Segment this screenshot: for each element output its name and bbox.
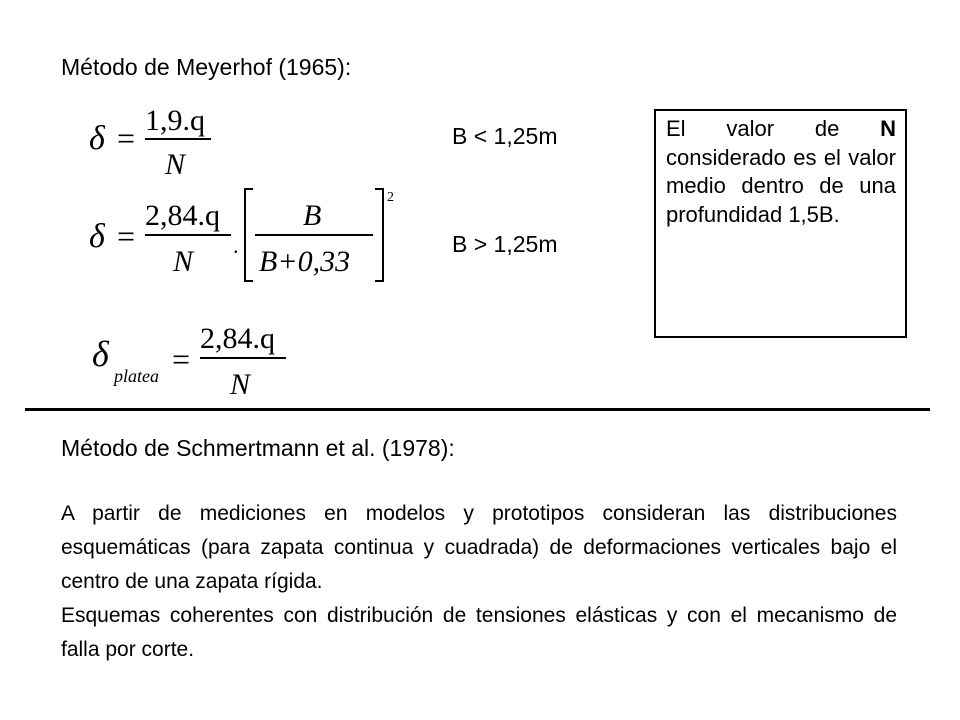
formula2-numerator: 2,84.q (145, 199, 220, 232)
formula1-lhs: δ (89, 120, 105, 157)
condition-small-b: B < 1,25m (452, 123, 558, 149)
formula2-exponent: 2 (387, 190, 394, 205)
formula3-subscript: platea (114, 366, 159, 386)
formula2-lhs: δ (89, 218, 105, 255)
formula-meyerhof-large-b (85, 185, 405, 285)
note-text-pre: El valor de (666, 116, 881, 141)
formula2-right-bracket (375, 189, 383, 281)
note-text-post: considerado es el valor medio dentro de una profundidad 1,5B. (666, 144, 896, 227)
schmertmann-title: Método de Schmertmann et al. (1978): (61, 435, 455, 461)
schmertmann-paragraph-2: Esquemas coherentes con distribución de tensiones elásticas y con el mecanismo de falla por corte. (61, 604, 897, 661)
formula2-equals: = (117, 218, 136, 254)
formula1-denominator: N (165, 148, 186, 181)
formula3-equals: = (172, 341, 191, 377)
formula-meyerhof-platea (90, 310, 300, 402)
formula3-denominator: N (230, 368, 251, 401)
condition-large-b: B > 1,25m (452, 231, 558, 257)
formula3-lhs: δ (92, 334, 109, 374)
formula2-denominator: N (173, 245, 194, 278)
section-divider (25, 408, 930, 411)
formula2-inner-denominator: B+0,33 (259, 245, 351, 278)
formula3-numerator: 2,84.q (200, 322, 275, 355)
formula1-numerator: 1,9.q (145, 104, 205, 137)
meyerhof-title: Método de Meyerhof (1965): (61, 54, 352, 80)
schmertmann-paragraph-1: A partir de mediciones en modelos y prototipos consideran las distribuciones esquemáticas (para zapata continua y cuadrada) de deformaciones verticales bajo el centro de una zapata rígida. (61, 502, 897, 593)
formula2-dot: . (233, 233, 239, 258)
formula2-inner-numerator: B (303, 199, 322, 232)
formula1-equals: = (117, 120, 136, 156)
formula-meyerhof-small-b (85, 97, 235, 182)
note-text-bold: N (880, 116, 896, 141)
note-box (654, 109, 907, 338)
formula2-left-bracket (245, 189, 253, 281)
